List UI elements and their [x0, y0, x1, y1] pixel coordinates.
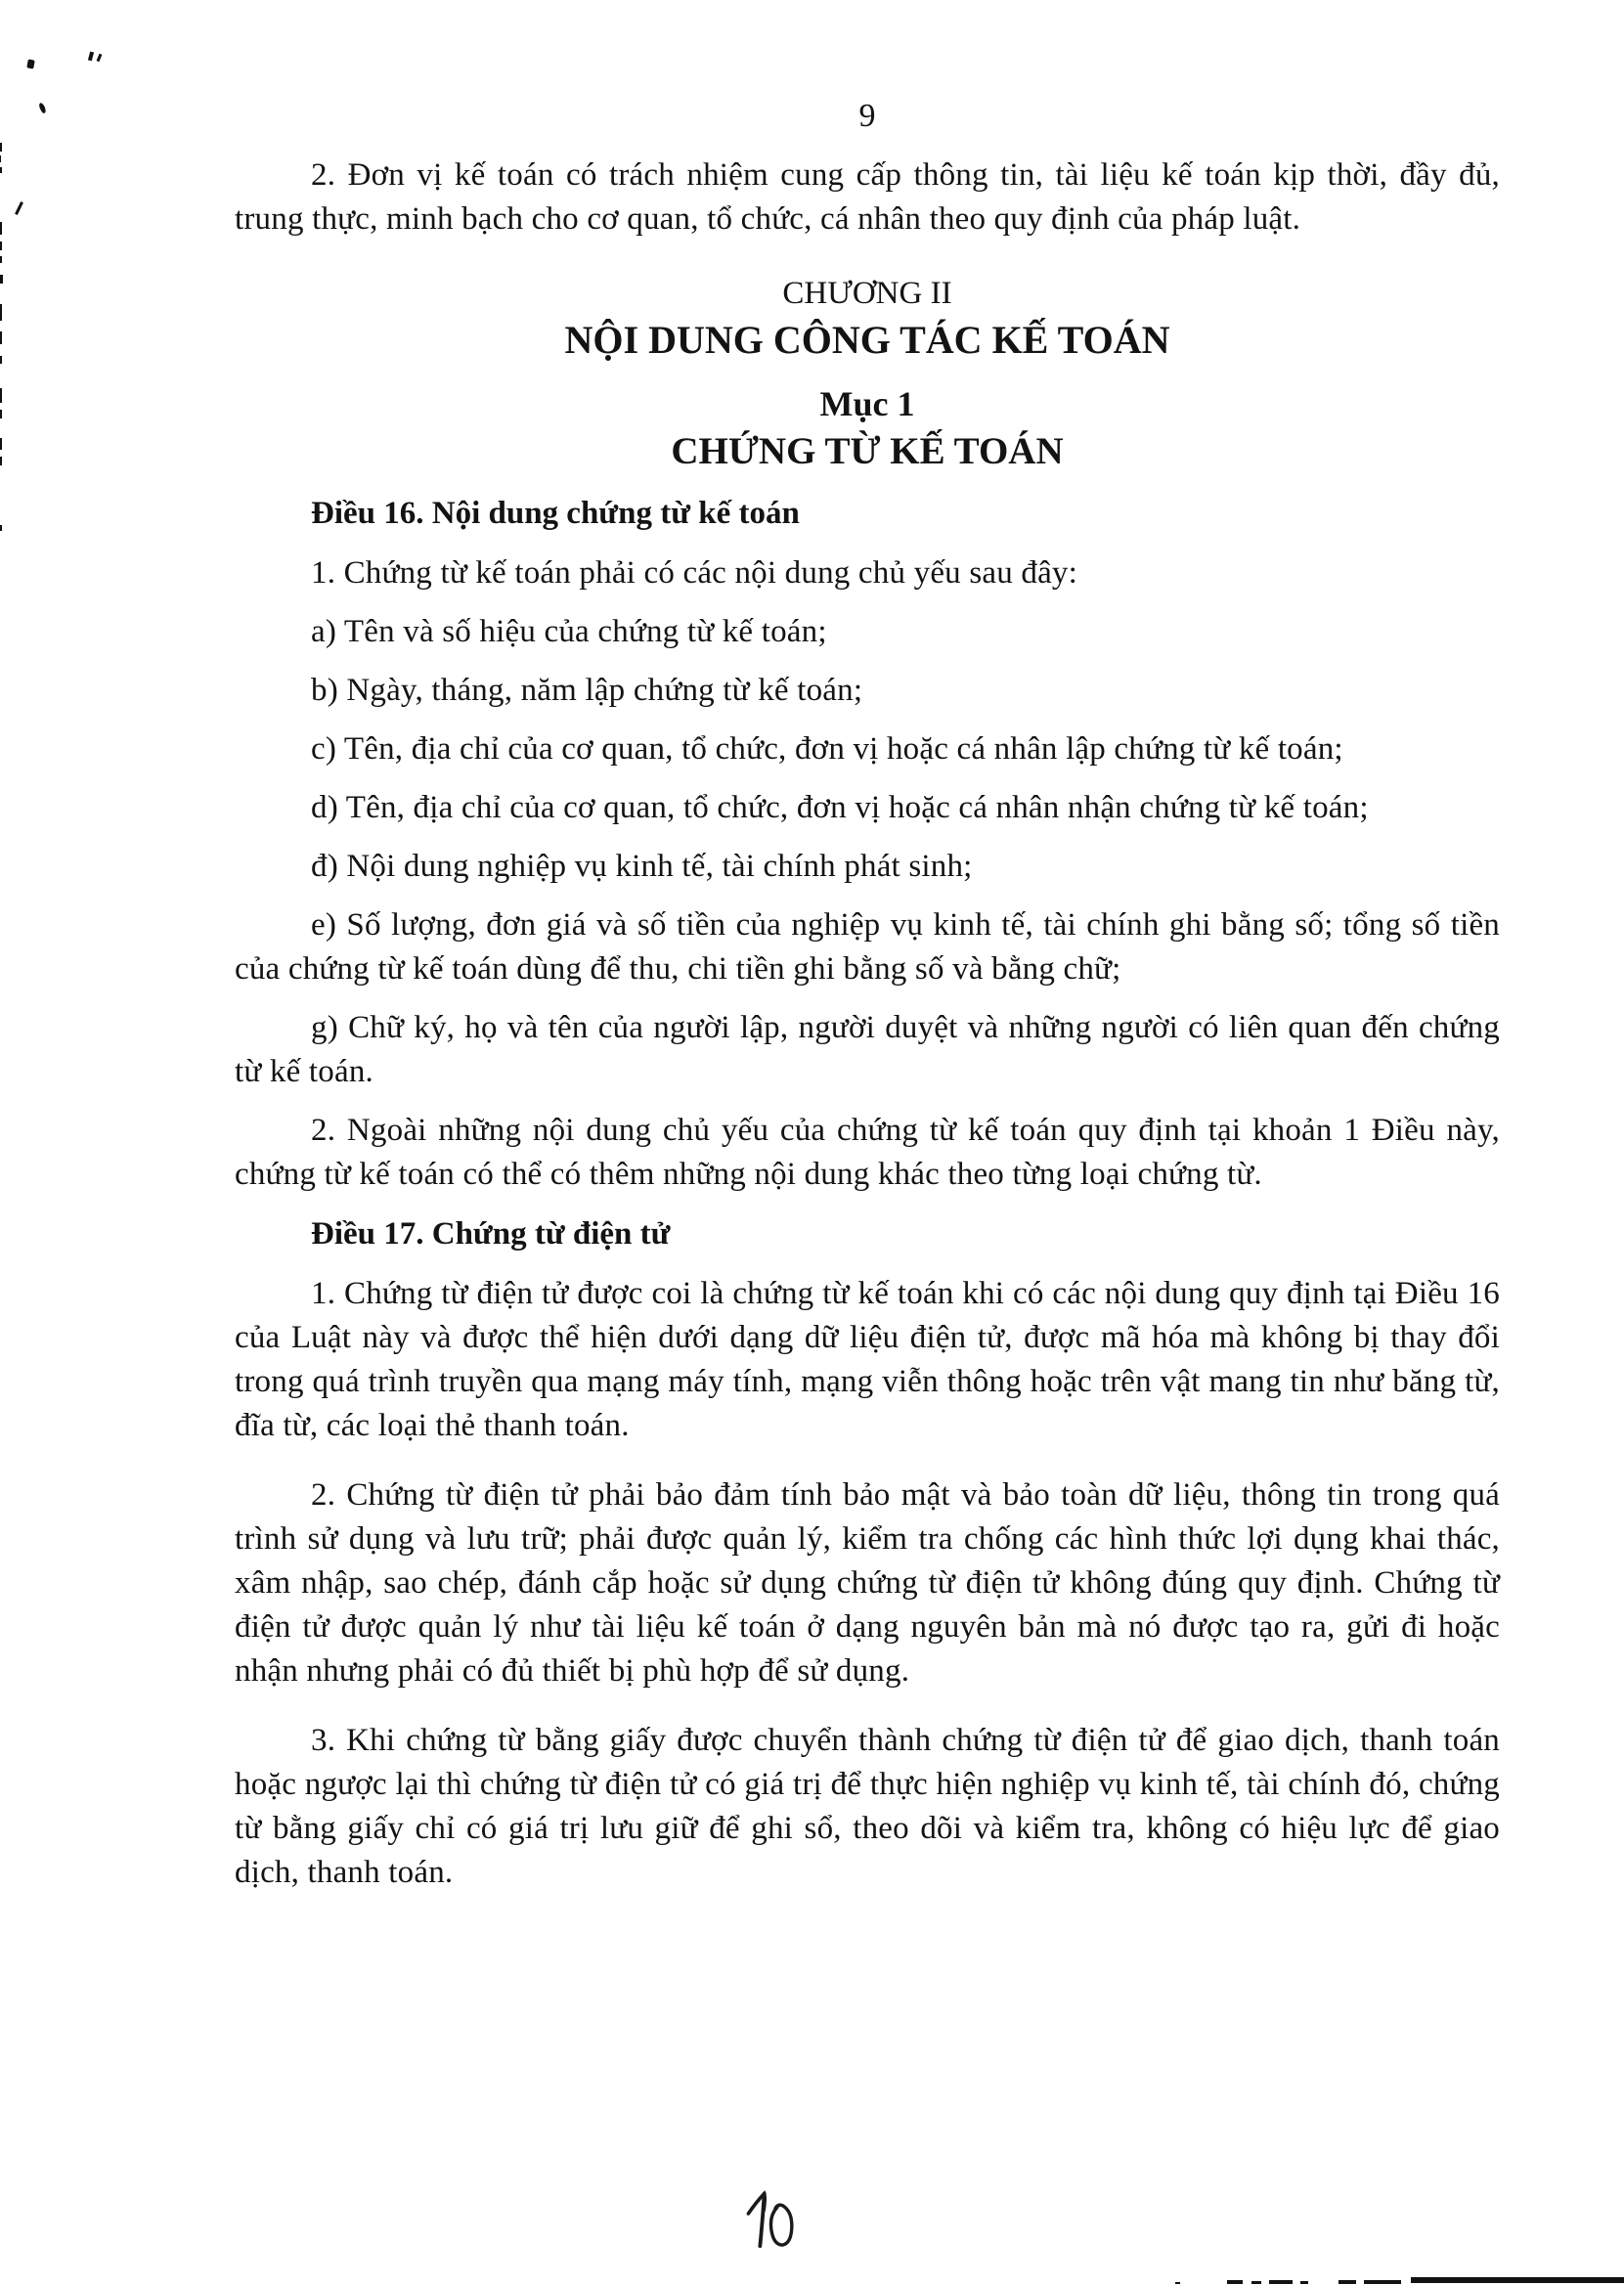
scan-artifact [0, 167, 2, 173]
scan-artifact [15, 201, 23, 215]
scan-artifact [88, 52, 94, 62]
scan-artifact [1251, 2281, 1261, 2284]
chapter-label: CHƯƠNG II [782, 276, 952, 311]
scan-artifact [38, 102, 47, 113]
paragraph: 2. Đơn vị kế toán có trách nhiệm cung cấp thông tin, tài liệu kế toán kịp thời, đầy đủ, trung thực, minh bạch cho cơ quan, tổ chức, cá nhân theo quy định của pháp luật. [235, 157, 1500, 237]
page-number: 9 [858, 98, 876, 134]
scan-artifact [0, 525, 2, 531]
chapter-title: NỘI DUNG CÔNG TÁC KẾ TOÁN [564, 318, 1170, 362]
scan-artifact [0, 242, 2, 250]
paragraph: 1. Chứng từ kế toán phải có các nội dung chủ yếu sau đây: [311, 555, 1077, 591]
paragraph: a) Tên và số hiệu của chứng từ kế toán; [311, 614, 827, 649]
paragraph: 1. Chứng từ điện tử được coi là chứng từ kế toán khi có các nội dung quy định tại Điều 16 của Luật này và được thể hiện dưới dạng dữ liệu điện tử, được mã hóa mà không bị thay đổi trong quá trình truyền qua mạng máy tính, mạng viễn thông hoặc trên vật mang tin như băng từ, đĩa từ, các loại thẻ thanh toán. [235, 1276, 1500, 1443]
scan-artifact [0, 155, 1, 162]
scan-artifact [26, 59, 34, 68]
section-title: CHỨNG TỪ KẾ TOÁN [671, 430, 1064, 472]
scan-artifact [0, 275, 3, 284]
paragraph: e) Số lượng, đơn giá và số tiền của nghiệp vụ kinh tế, tài chính ghi bằng số; tổng số tiền của chứng từ kế toán dùng để thu, chi tiền ghi bằng số và bằng chữ; [235, 907, 1500, 987]
scan-artifact [0, 304, 2, 321]
scan-artifact [1364, 2280, 1401, 2284]
scan-artifact [0, 256, 2, 263]
text-block [235, 94, 1500, 1895]
paragraph: d) Tên, địa chỉ của cơ quan, tổ chức, đơn vị hoặc cá nhân nhận chứng từ kế toán; [311, 790, 1369, 825]
paragraph: g) Chữ ký, họ và tên của người lập, người duyệt và những người có liên quan đến chứng từ kế toán. [235, 1010, 1500, 1089]
article-17-heading: Điều 17. Chứng từ điện tử [311, 1216, 671, 1252]
paragraph: 2. Ngoài những nội dung chủ yếu của chứng từ kế toán quy định tại khoản 1 Điều này, chứng từ kế toán có thể có thêm những nội dung khác theo từng loại chứng từ. [235, 1113, 1500, 1192]
paragraph: 3. Khi chứng từ bằng giấy được chuyển thành chứng từ điện tử để giao dịch, thanh toán hoặc ngược lại thì chứng từ điện tử có giá trị để thực hiện nghiệp vụ kinh tế, tài chính đó, chứng từ bằng giấy chỉ có giá trị lưu giữ để ghi sổ, theo dõi và kiểm tra, không có hiệu lực để giao dịch, thanh toán. [235, 1723, 1500, 1890]
scan-artifact [1227, 2280, 1243, 2284]
bottom-scan-line [1411, 2277, 1624, 2283]
scan-artifact [0, 410, 2, 418]
handwritten-page-number [738, 2185, 804, 2253]
paragraph: b) Ngày, tháng, năm lập chứng từ kế toán; [311, 673, 863, 708]
section-label: Mục 1 [819, 384, 915, 423]
scan-artifact [0, 356, 2, 364]
paragraph: 2. Chứng từ điện tử phải bảo đảm tính bảo mật và bảo toàn dữ liệu, thông tin trong quá trình sử dụng và lưu trữ; phải được quản lý, kiểm tra chống các hình thức lợi dụng khai thác, xâm nhập, sao chép, đánh cắp hoặc sử dụng chứng từ điện tử không đúng quy định. Chứng từ điện tử được quản lý như tài liệu kế toán ở dạng nguyên bản mà nó được tạo ra, gửi đi hoặc nhận nhưng phải có đủ thiết bị phù hợp để sử dụng. [235, 1477, 1500, 1689]
scan-artifact [1175, 2282, 1180, 2284]
scan-artifact [1269, 2280, 1293, 2284]
scan-artifact [0, 388, 2, 403]
scan-artifact [0, 143, 2, 152]
scan-artifact [0, 457, 2, 465]
paragraph: đ) Nội dung nghiệp vụ kinh tế, tài chính phát sinh; [311, 849, 973, 884]
paragraph: c) Tên, địa chỉ của cơ quan, tổ chức, đơn vị hoặc cá nhân lập chứng từ kế toán; [311, 731, 1343, 767]
scan-artifact [1300, 2281, 1308, 2284]
scan-artifact [97, 54, 103, 63]
scan-artifact [0, 222, 2, 235]
scan-artifact [1339, 2280, 1356, 2284]
scan-artifact [0, 438, 2, 450]
scan-artifact [0, 331, 2, 344]
article-16-heading: Điều 16. Nội dung chứng từ kế toán [311, 496, 800, 531]
